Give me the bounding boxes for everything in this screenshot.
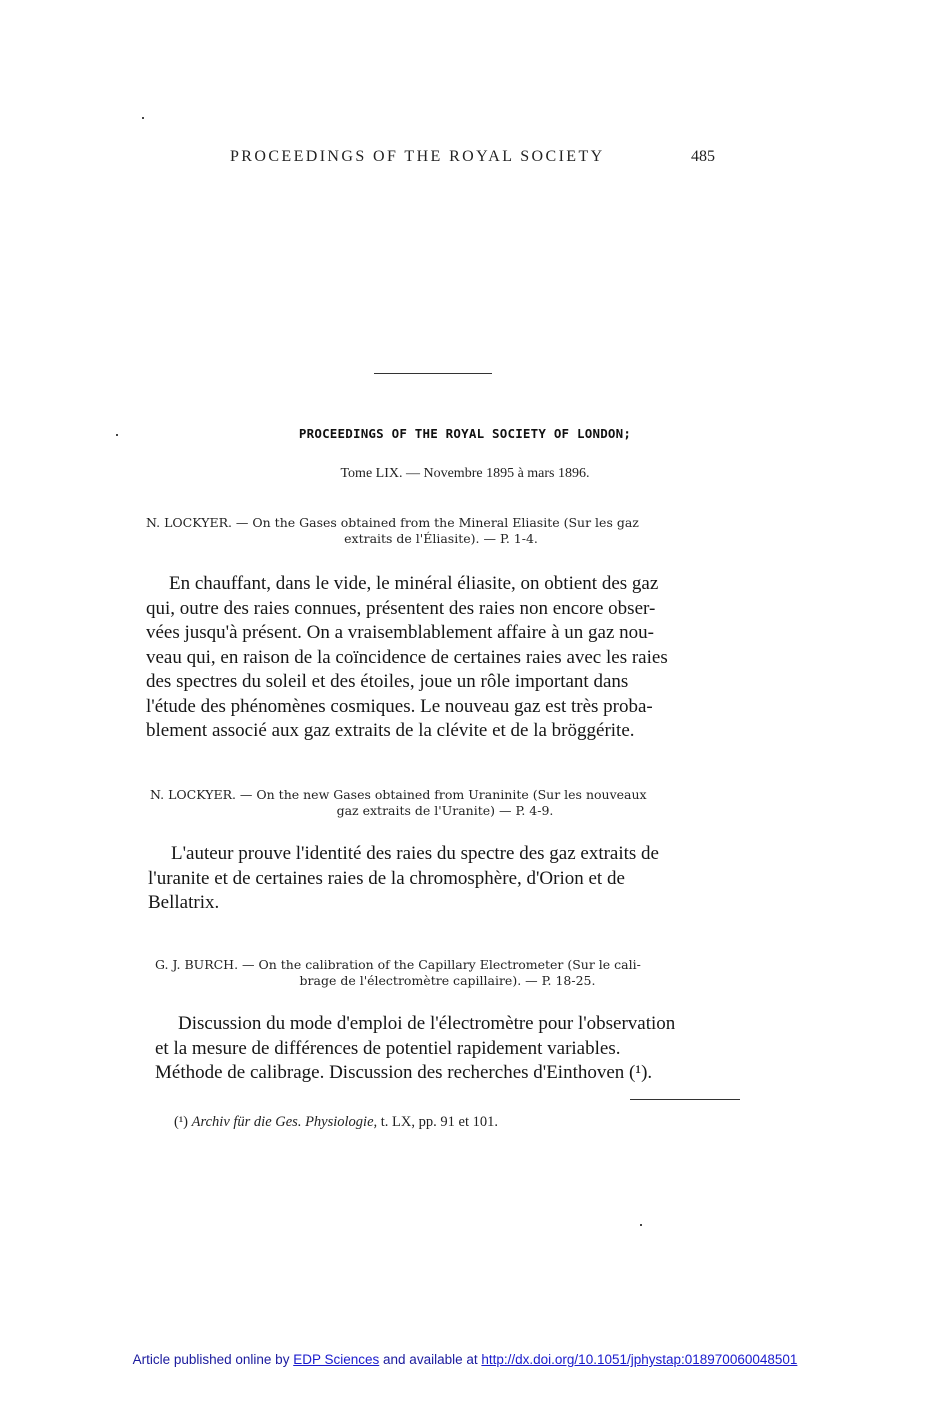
entry-heading-line: brage de l'électromètre capillaire). — P. 18-25.	[299, 973, 596, 988]
entry-heading-line: N. LOCKYER. — On the Gases obtained from the Mineral Eliasite (Sur les gaz	[146, 515, 639, 530]
scan-speck	[142, 117, 144, 119]
entry-heading	[155, 957, 740, 989]
footer-middle: and available at	[383, 1352, 478, 1367]
entry-abstract	[146, 572, 736, 744]
abstract-line: Discussion du mode d'emploi de l'électromètre pour l'observation	[178, 1013, 676, 1034]
abstract-line: Bellatrix.	[148, 892, 220, 913]
publisher-link[interactable]: EDP Sciences	[293, 1352, 380, 1367]
entry-abstract	[148, 842, 738, 916]
section-title: PROCEEDINGS OF THE ROYAL SOCIETY OF LONDON;	[298, 426, 632, 441]
abstract-line: l'étude des phénomènes cosmiques. Le nouveau gaz est très proba-	[146, 695, 653, 717]
running-head: PROCEEDINGS OF THE ROYAL SOCIETY	[230, 148, 605, 165]
page-number: 485	[691, 148, 715, 165]
entry-heading	[150, 787, 740, 819]
scan-speck	[640, 1224, 642, 1226]
entry-heading-line: N. LOCKYER. — On the new Gases obtained from Uraninite (Sur les nouveaux	[150, 787, 647, 802]
abstract-line: Méthode de calibrage. Discussion des recherches d'Einthoven (¹).	[155, 1062, 653, 1083]
entry-abstract	[155, 1012, 740, 1086]
footnote-reference: t. LX, pp. 91 et 101.	[380, 1114, 498, 1130]
entry-heading-line: gaz extraits de l'Uranite) — P. 4-9.	[336, 803, 554, 818]
abstract-line: En chauffant, dans le vide, le minéral éliasite, on obtient des gaz	[169, 573, 659, 594]
footnote-divider	[630, 1099, 740, 1100]
abstract-line: qui, outre des raies connues, présentent des raies non encore obser-	[146, 597, 656, 619]
abstract-line: et la mesure de différences de potentiel rapidement variables.	[155, 1037, 621, 1059]
entry-heading-line: G. J. BURCH. — On the calibration of the Capillary Electrometer (Sur le cali-	[155, 957, 641, 972]
entry-heading-line: extraits de l'Éliasite). — P. 1-4.	[344, 531, 538, 546]
abstract-line: veau qui, en raison de la coïncidence de certaines raies avec les raies	[146, 646, 668, 668]
entry-heading	[146, 515, 736, 547]
abstract-line: L'auteur prouve l'identité des raies du spectre des gaz extraits de	[171, 843, 659, 864]
footnote-marker: (¹)	[174, 1114, 189, 1130]
abstract-line: vées jusqu'à présent. On a vraisemblablement affaire à un gaz nou-	[146, 622, 654, 643]
abstract-line: des spectres du soleil et des étoiles, joue un rôle important dans	[146, 671, 629, 692]
doi-link[interactable]: http://dx.doi.org/10.1051/jphystap:018970060048501	[481, 1352, 798, 1367]
abstract-line: l'uranite et de certaines raies de la chromosphère, d'Orion et de	[148, 867, 625, 889]
publication-footer	[0, 1352, 930, 1367]
footnote-journal: Archiv für die Ges. Physiologie,	[191, 1114, 378, 1130]
section-subtitle: Tome LIX. — Novembre 1895 à mars 1896.	[340, 466, 590, 481]
footer-prefix: Article published online by	[132, 1352, 290, 1367]
section-divider	[374, 373, 492, 374]
abstract-line: blement associé aux gaz extraits de la clévite et de la bröggérite.	[146, 720, 635, 741]
footnote	[174, 1114, 498, 1131]
